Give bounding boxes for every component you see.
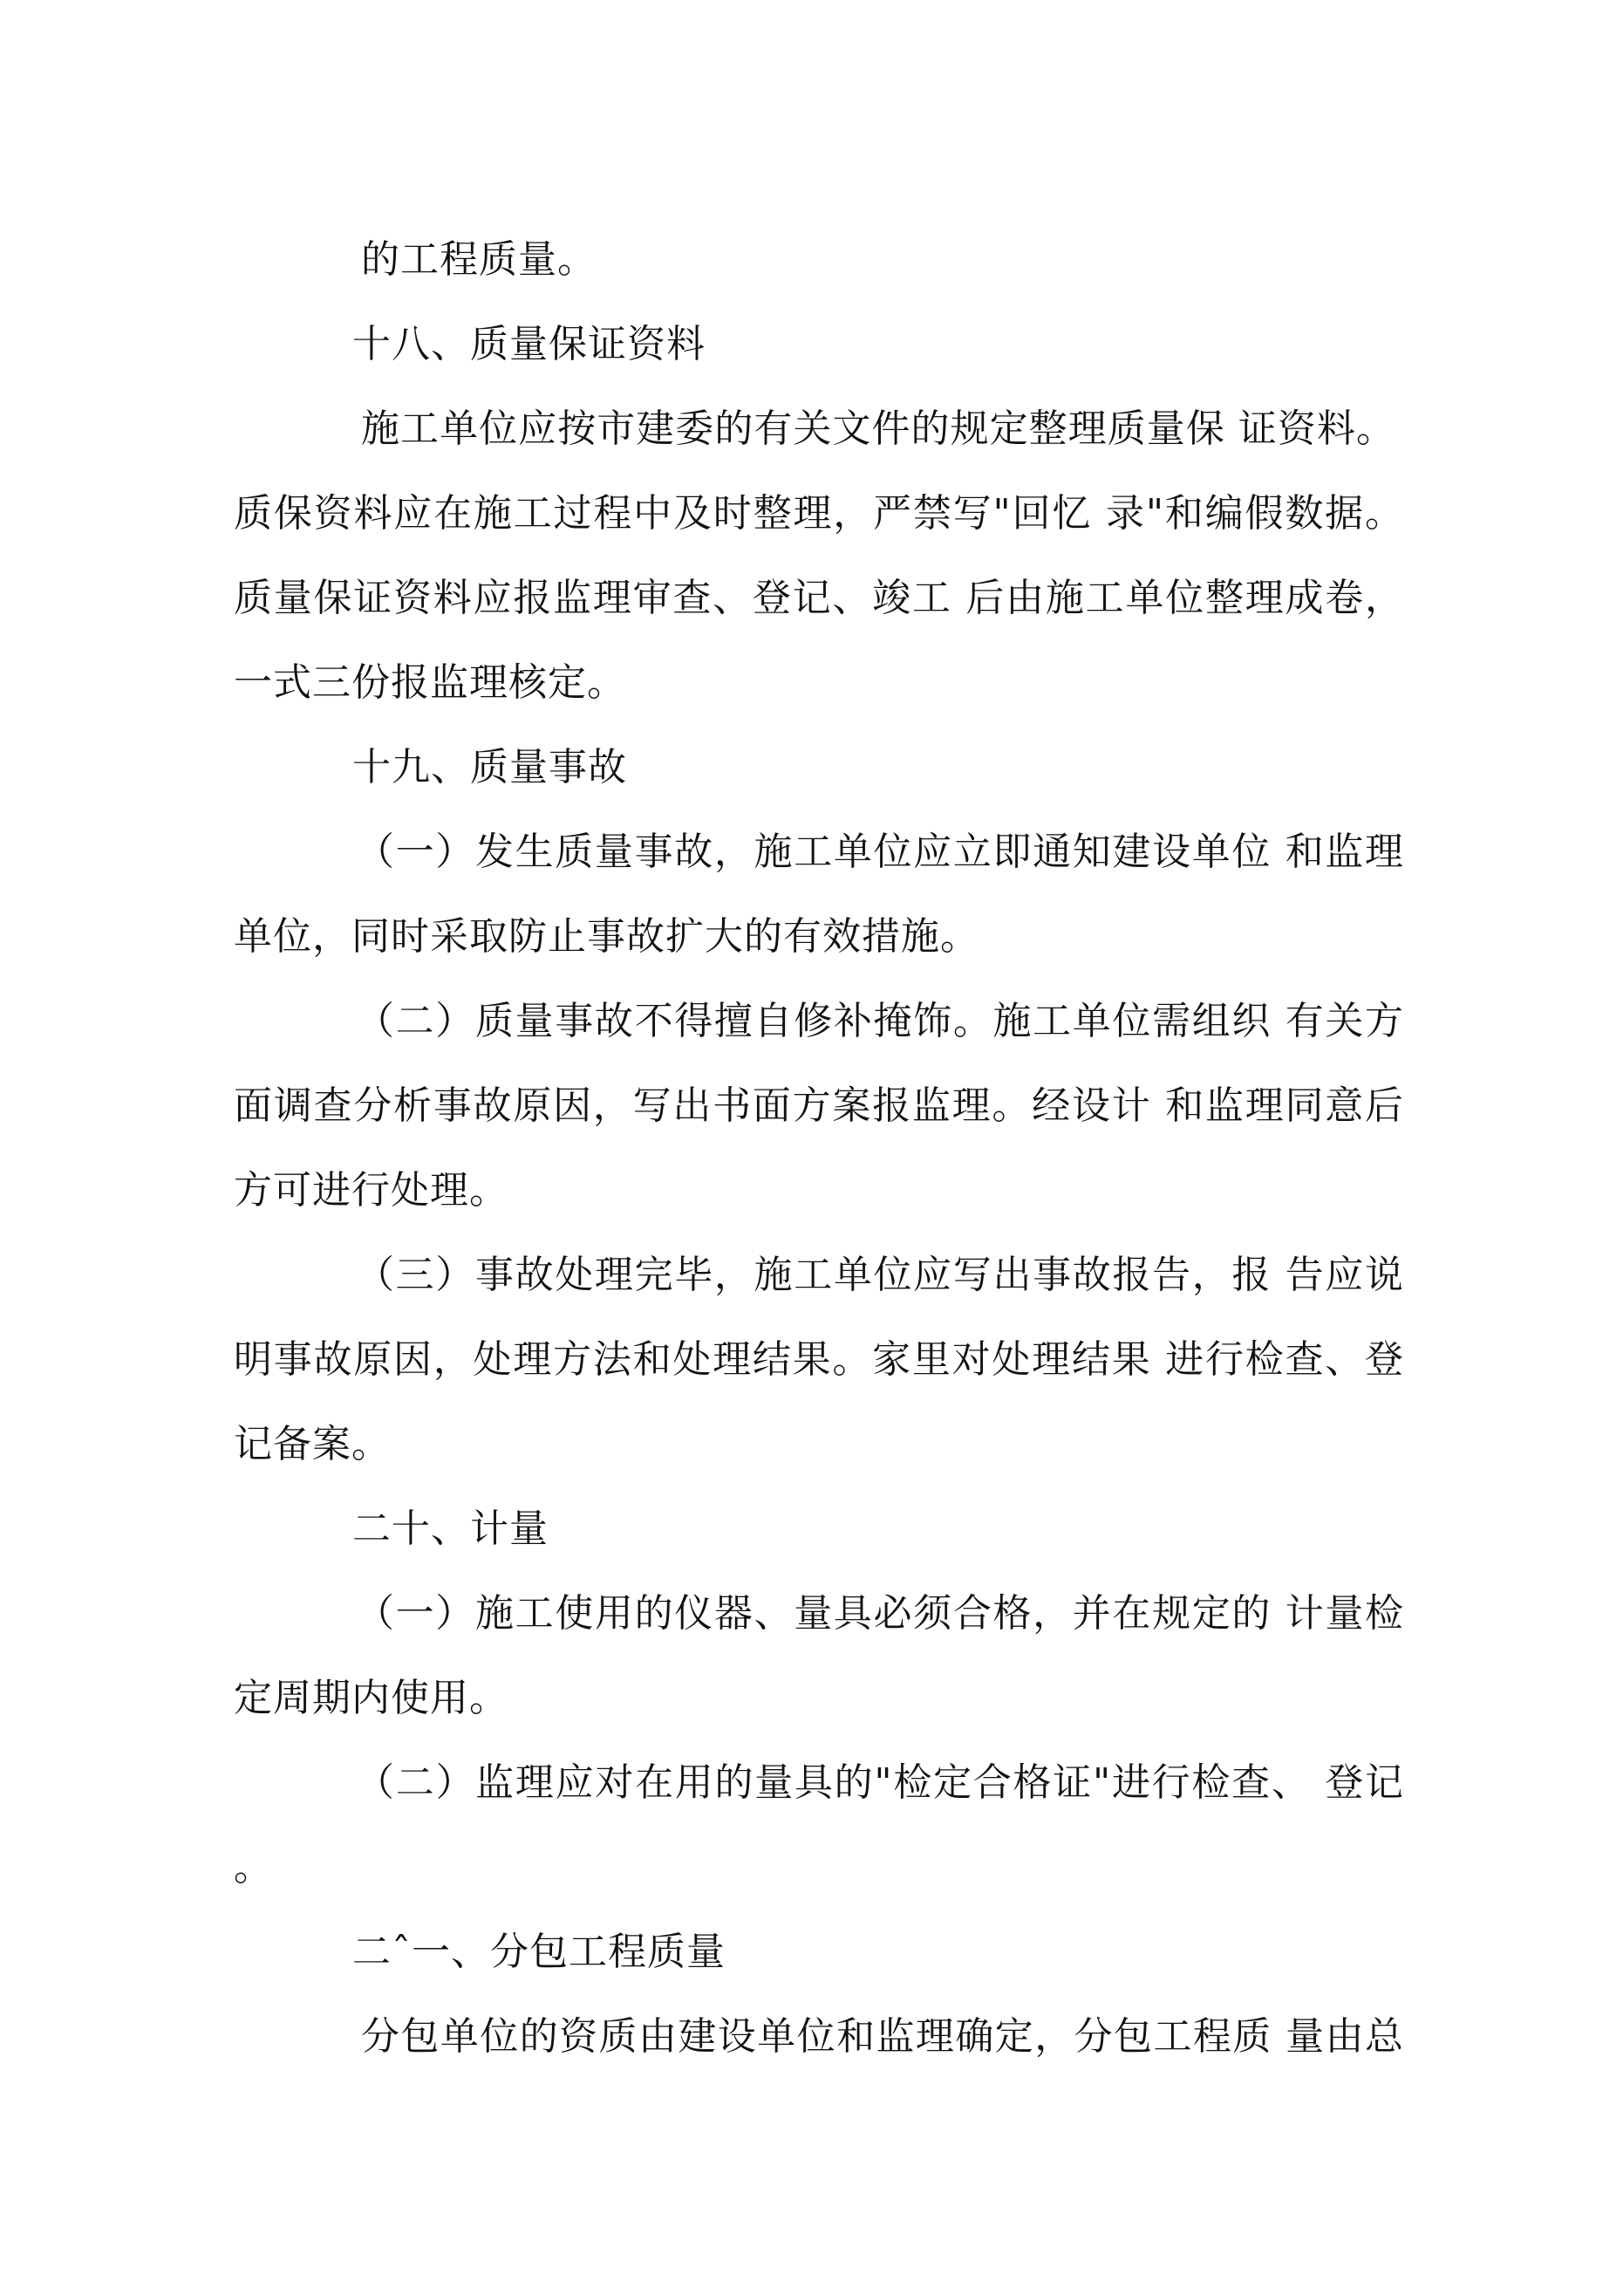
section-heading-21: 二ˆ一、分包工程质量 xyxy=(352,1930,726,1974)
paragraph-line: 面调查分析事故原因，写出书面方案报监理。经设计 和监理同意后 xyxy=(234,1083,1404,1128)
paragraph-line: 分包单位的资质由建设单位和监理确定，分包工程质 量由总 xyxy=(361,2014,1404,2059)
paragraph-line: 质保资料应在施工过程中及时整理，严禁写"回忆 录"和编假数据。 xyxy=(234,491,1404,536)
section-heading-18: 十八、质量保证资料 xyxy=(352,322,706,366)
section-heading-20: 二十、计量 xyxy=(352,1507,549,1551)
paragraph-line: 质量保证资料应报监理审查、登记、竣工 后由施工单位整理成卷， xyxy=(234,576,1404,620)
paragraph-line: 。 xyxy=(234,1845,273,1889)
text-line-continuation: 的工程质量。 xyxy=(361,237,597,282)
paragraph-line: 方可进行处理。 xyxy=(234,1168,508,1213)
paragraph-line: 定周期内使用。 xyxy=(234,1676,508,1720)
paragraph-line: （二）监理应对在用的量具的"检定合格证"进行检查、 登记 xyxy=(356,1760,1404,1805)
paragraph-line: （一）发生质量事故，施工单位应立即通知建设单位 和监理 xyxy=(356,830,1404,874)
paragraph-line: （三）事故处理完毕，施工单位应写出事故报告，报 告应说 xyxy=(356,1253,1404,1297)
paragraph-line: （二）质量事故不得擅自修补掩饰。施工单位需组织 有关方 xyxy=(356,999,1404,1043)
paragraph-line: （一）施工使用的仪器、量具必须合格，并在规定的 计量检 xyxy=(356,1591,1404,1636)
paragraph-line: 单位，同时采取防止事故扩大的有效措施。 xyxy=(234,914,979,959)
section-heading-19: 十九、质量事故 xyxy=(352,745,627,789)
paragraph-line: 施工单位应按市建委的有关文件的规定整理质量保 证资料。 xyxy=(361,407,1395,451)
paragraph-line: 记备案。 xyxy=(234,1422,391,1466)
paragraph-line: 明事故原因，处理方法和处理结果。家里对处理结果 进行检查、登 xyxy=(234,1337,1404,1382)
paragraph-line: 一式三份报监理核定。 xyxy=(234,660,626,705)
